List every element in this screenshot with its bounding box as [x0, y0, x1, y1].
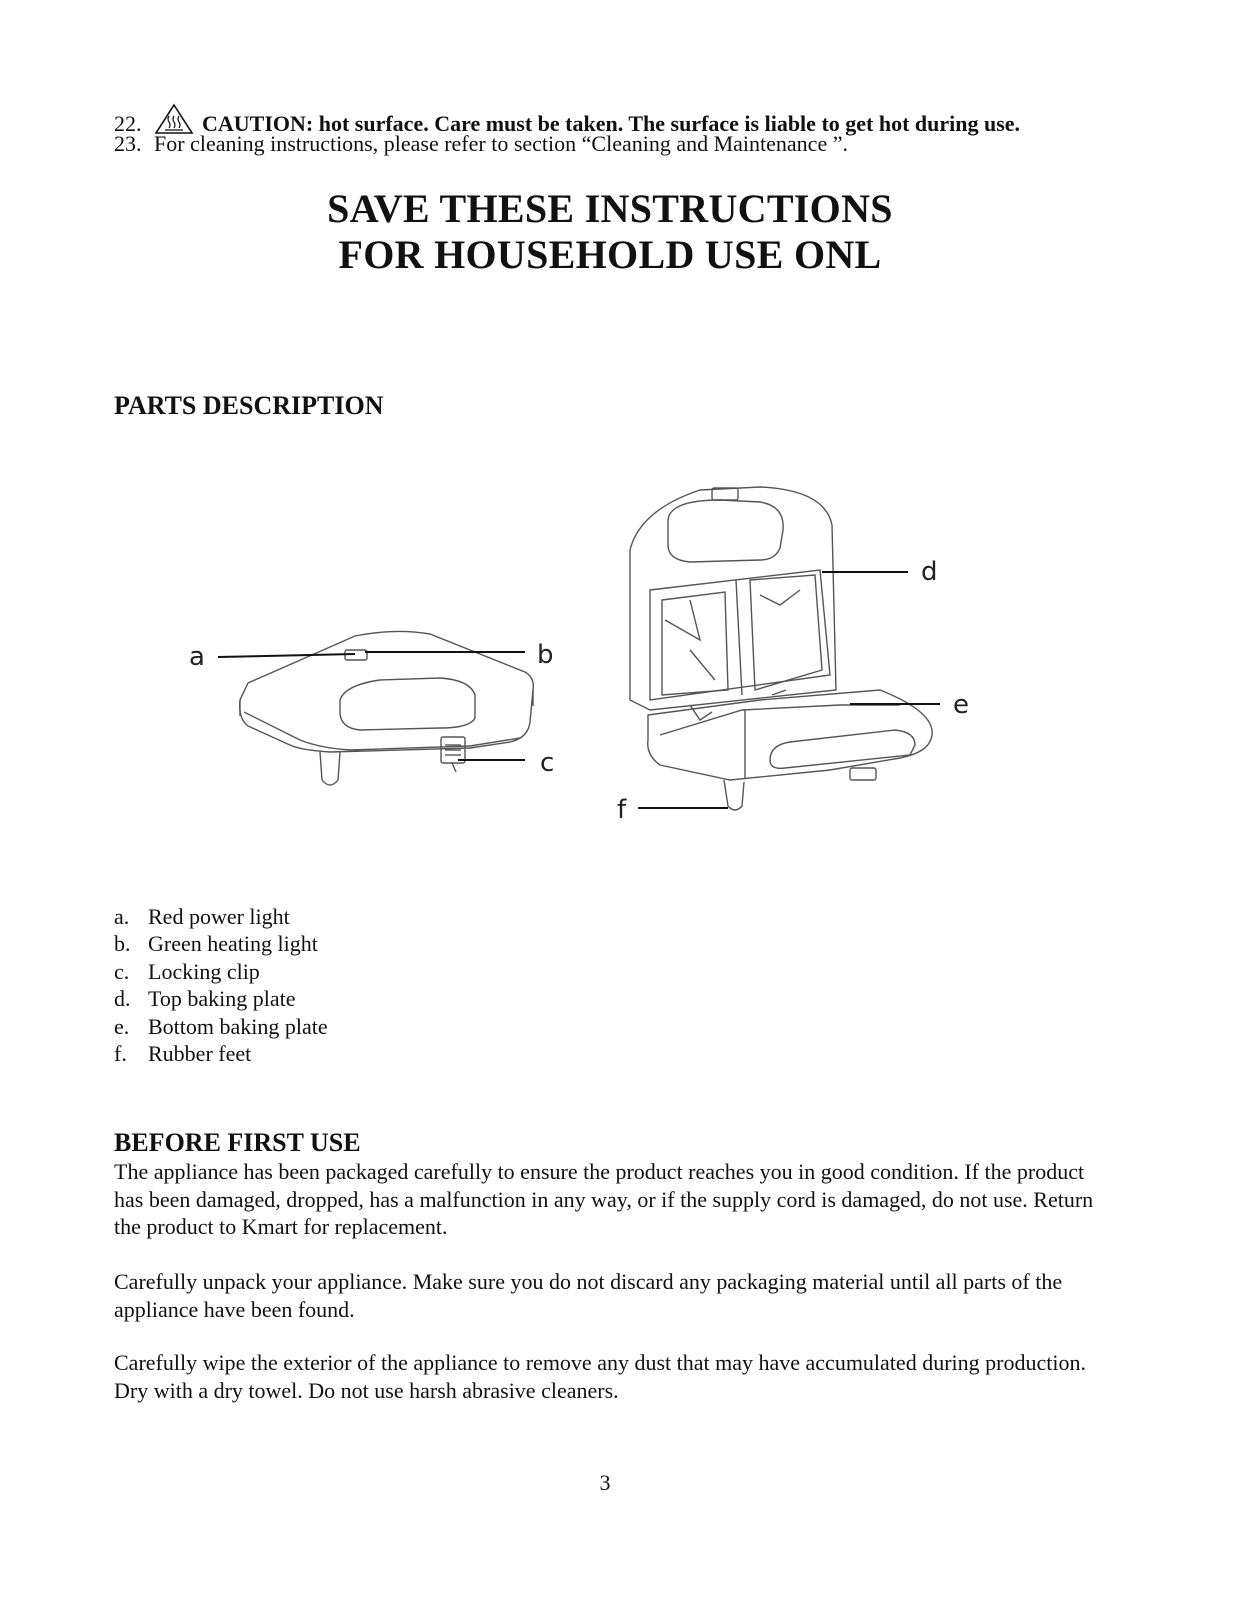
paragraph-wipe: Carefully wipe the exterior of the appliance to remove any dust that may have accumulated during production. Dry with a dry towel. Do not use harsh abrasive cleaners.	[114, 1350, 1086, 1403]
part-letter: f.	[114, 1041, 127, 1067]
part-label: Green heating light	[148, 931, 318, 957]
save-instructions-title	[0, 186, 1220, 278]
instruction-text: For cleaning instructions, please refer to section “Cleaning and Maintenance ”.	[154, 131, 848, 156]
diagram-label-b: b	[537, 640, 554, 670]
diagram-label-c: c	[540, 748, 555, 778]
caution-text: CAUTION: hot surface. Care must be taken. The surface is liable to get hot during use.	[202, 111, 1021, 136]
part-letter: e.	[114, 1013, 130, 1039]
instruction-number: 23.	[114, 131, 142, 156]
list-item	[114, 985, 328, 1012]
list-item	[114, 903, 328, 930]
diagram-label-f: f	[617, 795, 627, 825]
before-first-use-heading: BEFORE FIRST USE	[114, 1128, 361, 1157]
title-line-2: FOR HOUSEHOLD USE ONL	[338, 232, 882, 277]
parts-description-heading: PARTS DESCRIPTION	[114, 391, 384, 420]
paragraph-unpack: Carefully unpack your appliance. Make sure you do not discard any packaging material until all parts of the appliance have been found.	[114, 1269, 1063, 1322]
part-label: Locking clip	[148, 958, 260, 984]
part-label: Bottom baking plate	[148, 1013, 328, 1039]
closed-sandwich-maker-drawing	[240, 631, 534, 785]
part-letter: c.	[114, 958, 130, 984]
page-number: 3	[599, 1470, 611, 1495]
part-letter: a.	[114, 904, 130, 929]
list-item	[114, 1013, 328, 1040]
diagram-label-a: a	[189, 642, 205, 672]
paragraph-packaging: The appliance has been packaged carefully to ensure the product reaches you in good condition. If the product has been damaged, dropped, has a malfunction in any way, or if the supply cord is damaged, do not use. Return the product to Kmart for replacement.	[114, 1159, 1094, 1239]
part-letter: b.	[114, 931, 131, 957]
part-label: Top baking plate	[148, 986, 296, 1012]
parts-list	[114, 903, 328, 1067]
list-item	[114, 1040, 328, 1067]
instruction-item-23	[114, 130, 848, 158]
title-line-1: SAVE THESE INSTRUCTIONS	[327, 186, 893, 231]
list-item	[114, 958, 328, 985]
part-letter: d.	[114, 986, 131, 1012]
list-item	[114, 930, 328, 957]
diagram-label-e: e	[953, 690, 969, 720]
part-label: Red power light	[148, 904, 290, 929]
instruction-number: 22.	[114, 111, 142, 136]
diagram-label-d: d	[921, 557, 938, 587]
sandwich-maker-diagram	[0, 470, 1236, 850]
part-label: Rubber feet	[148, 1041, 252, 1067]
open-sandwich-maker-drawing	[630, 487, 932, 810]
